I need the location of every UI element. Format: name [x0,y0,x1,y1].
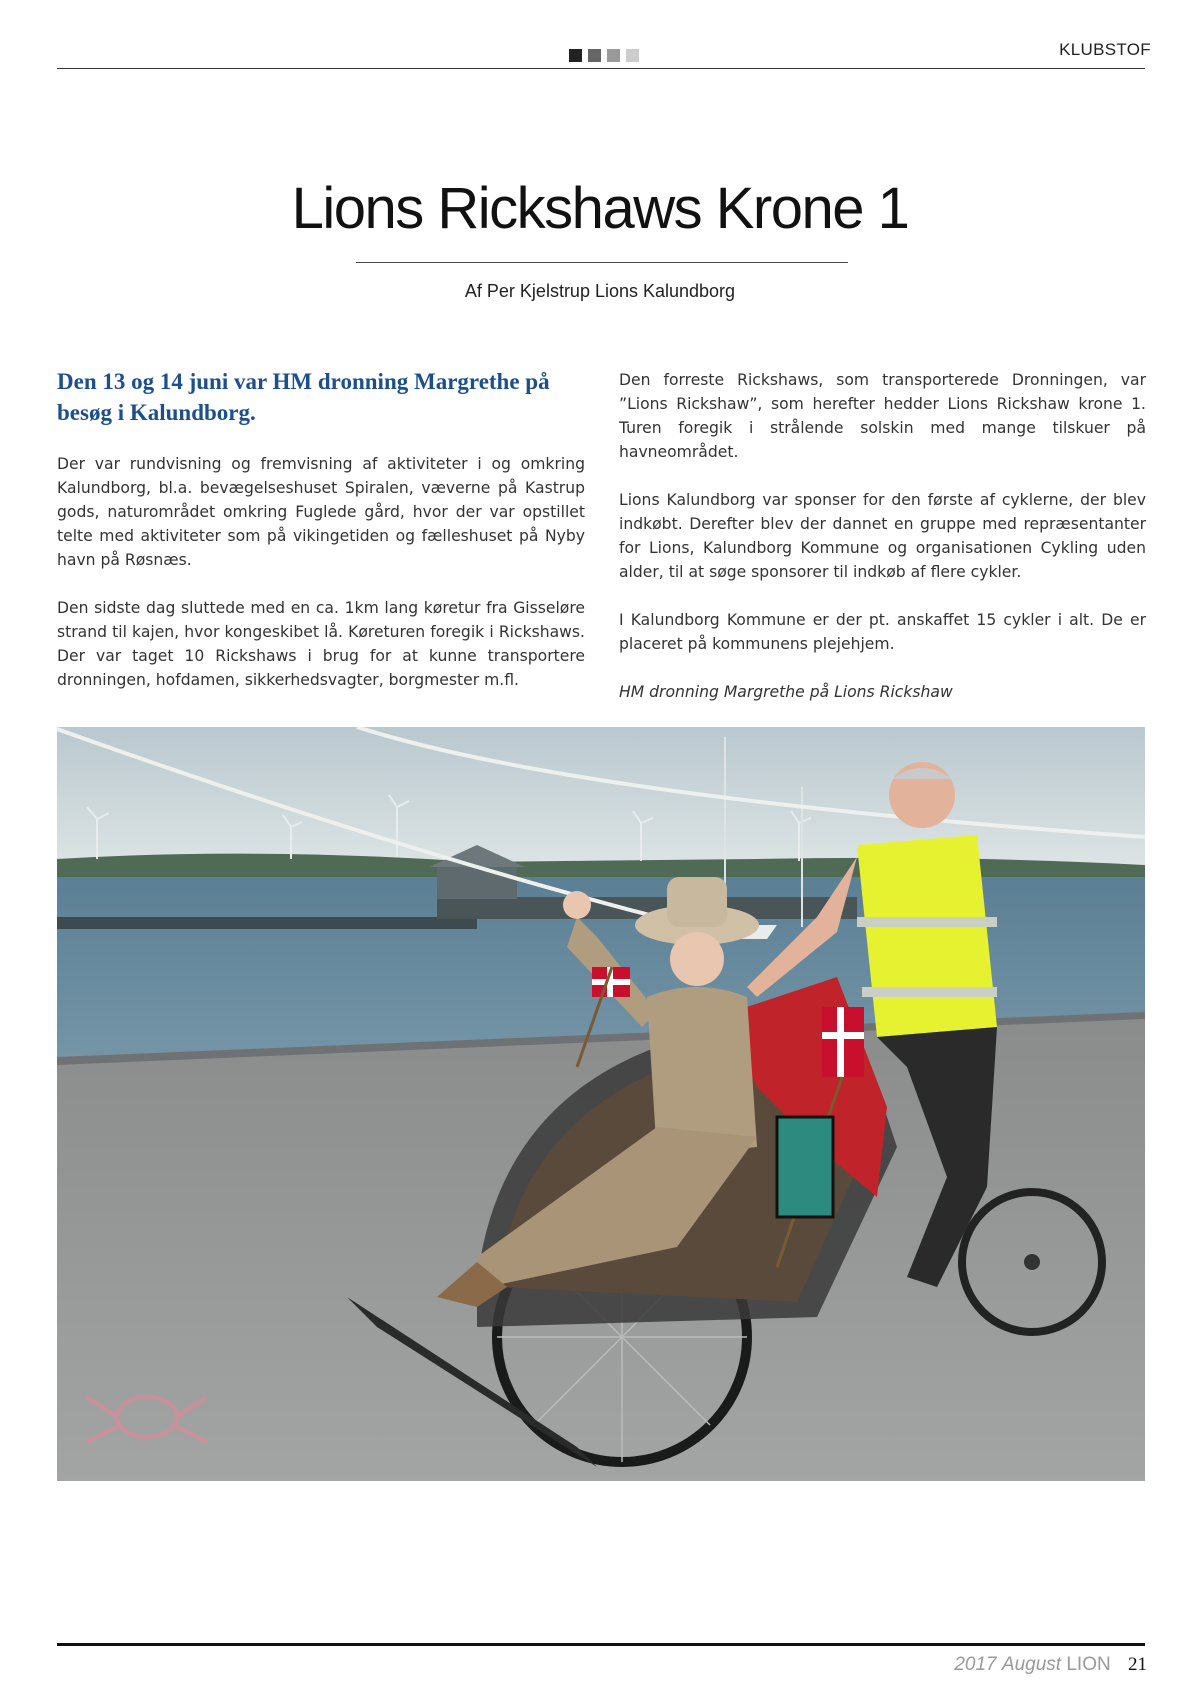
header-rule [57,68,1145,69]
right-column [619,368,1146,728]
photo-caption: HM dronning Margrethe på Lions Rickshaw [619,683,953,701]
paragraph: Lions Kalundborg var sponser for den første af cyklerne, der blev indkøbt. Derefter blev der dannet en gruppe med repræsentanter for Lions, Kalundborg Kommune og organisationen Cykling uden alder, til at søge sponsorer til indkøb af flere cykler. [619,491,1146,581]
paragraph: Den sidste dag sluttede med en ca. 1km lang køretur fra Gisseløre strand til kajen, hvor kongeskibet lå. Køreturen foregik i Rickshaws. Der var taget 10 Rickshaws i brug for at kunne transportere dronningen, hofdamen, sikkerhedsvagter, borgmester m.fl. [57,599,585,689]
section-label: KLUBSTOF [1059,40,1151,59]
article-byline: Af Per Kjelstrup Lions Kalundborg [464,281,736,301]
paragraph: Der var rundvisning og fremvisning af aktiviteter i og omkring Kalundborg, bl.a. bevægelseshuset Spiralen, væverne på Kastrup gods, naturområdet omkring Fuglede gård, hvor der var opstillet telte med aktiviteter som på vikingetiden og fælleshuset på Nyby havn på Røsnæs. [57,455,585,569]
footer-rule [57,1643,1145,1646]
page-footer [954,1654,1147,1676]
marker-square-4 [626,49,639,62]
article-photo [57,727,1145,1481]
footer-year: 2017 [954,1654,997,1675]
section-marker-squares [569,49,639,62]
title-rule [356,262,848,263]
article-lead: Den 13 og 14 juni var HM dronning Margrethe på besøg i Kalundborg. [57,369,550,425]
paragraph: Den forreste Rickshaws, som transporterede Dronningen, var ”Lions Rickshaw”, som herefter hedder Lions Rickshaw krone 1. Turen foregik i strålende solskin med mange tilskuer på havneområdet. [619,371,1146,461]
paragraph: I Kalundborg Kommune er der pt. anskaffet 15 cykler i alt. De er placeret på kommunens plejehjem. [619,611,1146,653]
article-title: Lions Rickshaws Krone 1 [291,176,909,241]
footer-publication: LION [1066,1654,1111,1675]
marker-square-3 [607,49,620,62]
rickshaw-photo-illustration [57,727,1145,1481]
marker-square-1 [569,49,582,62]
marker-square-2 [588,49,601,62]
left-column [57,366,585,716]
footer-month: August [1001,1654,1062,1675]
page-number: 21 [1128,1654,1147,1675]
